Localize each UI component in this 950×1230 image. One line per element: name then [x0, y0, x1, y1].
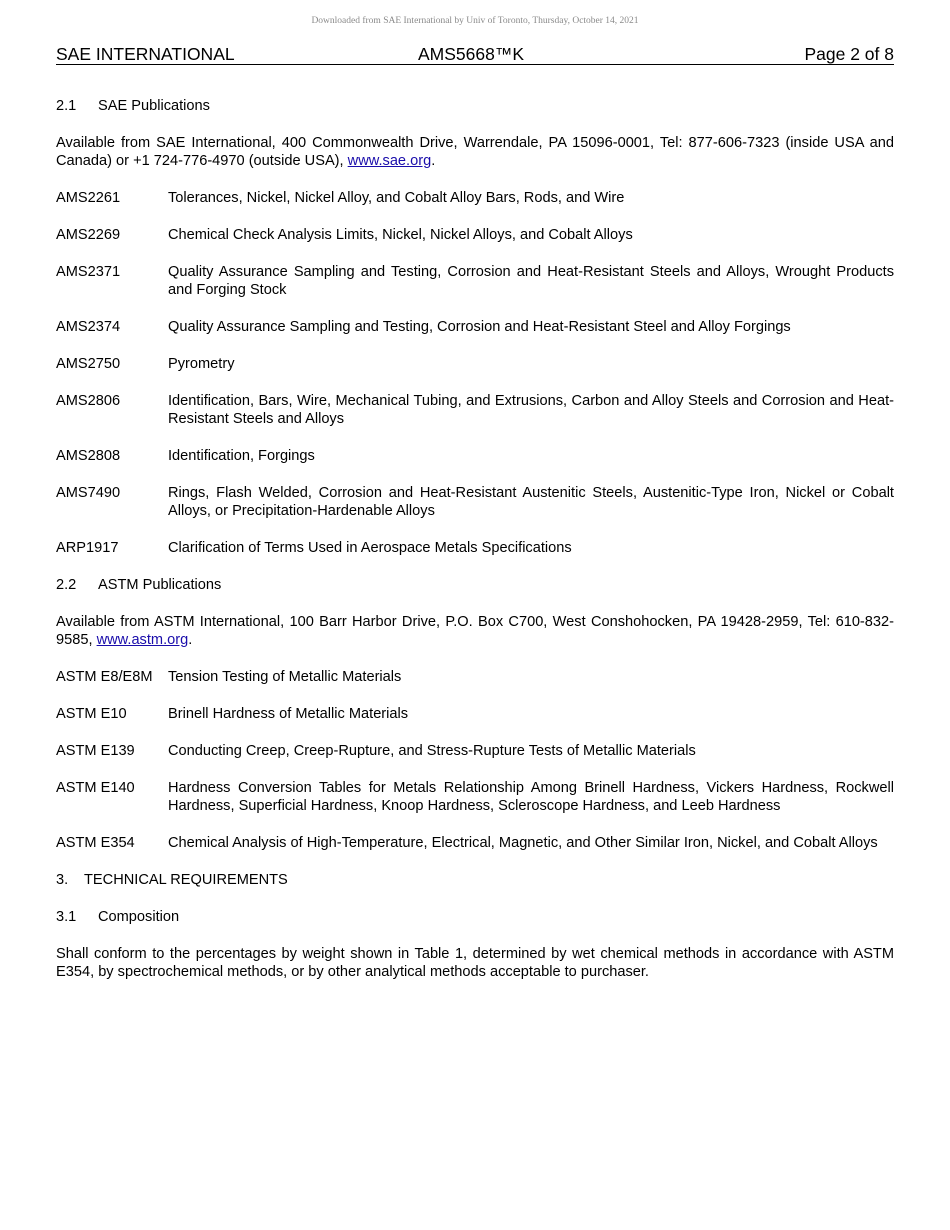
- astm-availability-paragraph: [56, 613, 894, 649]
- section-number: 2.1: [56, 98, 77, 114]
- section-title: SAE Publications: [98, 98, 210, 114]
- reference-item: [56, 742, 894, 760]
- download-note: Downloaded from SAE International by Univ of Toronto, Thursday, October 14, 2021: [311, 16, 639, 26]
- reference-title: Clarification of Terms Used in Aerospace Metals Specifications: [168, 540, 572, 556]
- header-org: SAE INTERNATIONAL: [56, 44, 235, 64]
- section-title: Composition: [98, 909, 180, 925]
- reference-title: Tolerances, Nickel, Nickel Alloy, and Cobalt Alloy Bars, Rods, and Wire: [168, 190, 625, 206]
- reference-item: [56, 779, 894, 815]
- reference-title: Chemical Analysis of High-Temperature, Electrical, Magnetic, and Other Similar Iron, Nickel, and Cobalt Alloys: [168, 835, 878, 851]
- reference-code: ASTM E354: [56, 835, 135, 851]
- sentence-end: .: [431, 153, 436, 169]
- reference-title: Identification, Forgings: [168, 448, 315, 464]
- reference-item: [56, 355, 894, 373]
- reference-code: AMS2261: [56, 190, 121, 206]
- page-header: [56, 44, 894, 65]
- header-doc-id: AMS5668™K: [418, 44, 525, 64]
- reference-title: Tension Testing of Metallic Materials: [168, 669, 402, 685]
- reference-title: Identification, Bars, Wire, Mechanical Tubing, and Extrusions, Carbon and Alloy Steels and Corrosion and Heat-Resistant Steels and Alloys: [168, 393, 894, 427]
- reference-item: [56, 834, 894, 852]
- reference-title: Conducting Creep, Creep-Rupture, and Stress-Rupture Tests of Metallic Materials: [168, 743, 696, 759]
- reference-item: [56, 226, 894, 244]
- document-body: [56, 97, 894, 1000]
- reference-title: Brinell Hardness of Metallic Materials: [168, 706, 409, 722]
- reference-code: ASTM E8/E8M: [56, 669, 153, 685]
- reference-code: ARP1917: [56, 540, 119, 556]
- sae-availability-paragraph: [56, 134, 894, 170]
- reference-title: Hardness Conversion Tables for Metals Relationship Among Brinell Hardness, Vickers Hardness, Rockwell Hardness, Superficial Hardness, Knoop Hardness, Scleroscope Hardness, and Leeb Hardness: [168, 780, 894, 814]
- reference-code: ASTM E139: [56, 743, 135, 759]
- sentence-end: .: [188, 632, 193, 648]
- reference-title: Quality Assurance Sampling and Testing, Corrosion and Heat-Resistant Steel and Alloy Forgings: [168, 319, 791, 335]
- reference-title: Chemical Check Analysis Limits, Nickel, Nickel Alloys, and Cobalt Alloys: [168, 227, 633, 243]
- composition-paragraph: Shall conform to the percentages by weight shown in Table 1, determined by wet chemical methods in accordance with ASTM E354, by spectrochemical methods, or by other analytical methods acceptable to purchaser.: [56, 946, 894, 980]
- reference-item: [56, 668, 894, 686]
- reference-code: AMS2269: [56, 227, 121, 243]
- section-2-2-heading: [56, 576, 894, 594]
- reference-code: AMS2808: [56, 448, 121, 464]
- reference-code: ASTM E140: [56, 780, 135, 796]
- reference-item: [56, 447, 894, 465]
- sae-link[interactable]: www.sae.org: [347, 153, 432, 169]
- reference-code: AMS2750: [56, 356, 121, 372]
- section-title: ASTM Publications: [98, 577, 222, 593]
- reference-code: AMS7490: [56, 485, 121, 501]
- reference-code: AMS2374: [56, 319, 121, 335]
- reference-code: ASTM E10: [56, 706, 127, 722]
- section-number: 2.2: [56, 577, 77, 593]
- section-number: 3.1: [56, 909, 77, 925]
- reference-item: [56, 484, 894, 520]
- reference-title: Pyrometry: [168, 356, 235, 372]
- reference-code: AMS2806: [56, 393, 121, 409]
- astm-link[interactable]: www.astm.org: [96, 632, 189, 648]
- reference-item: [56, 318, 894, 336]
- reference-item: [56, 392, 894, 428]
- reference-title: Quality Assurance Sampling and Testing, Corrosion and Heat-Resistant Steels and Alloys, Wrought Products and Forging Stock: [168, 264, 894, 298]
- availability-text: Available from ASTM International, 100 Barr Harbor Drive, P.O. Box C700, West Conshohocken, PA 19428-2959, Tel: 610-832-9585,: [56, 614, 894, 648]
- reference-title: Rings, Flash Welded, Corrosion and Heat-Resistant Austenitic Steels, Austenitic-Type Iron, Nickel or Cobalt Alloys, or Precipitation-Hardenable Alloys: [168, 485, 894, 519]
- section-number: 3.: [56, 872, 69, 888]
- reference-item: [56, 705, 894, 723]
- reference-code: AMS2371: [56, 264, 121, 280]
- section-title: TECHNICAL REQUIREMENTS: [84, 872, 288, 888]
- section-2-1-heading: [56, 97, 894, 115]
- header-page-number: Page 2 of 8: [804, 44, 894, 64]
- section-3-heading: [56, 871, 894, 889]
- reference-item: [56, 539, 894, 557]
- reference-item: [56, 189, 894, 207]
- reference-item: [56, 263, 894, 299]
- section-3-1-heading: [56, 908, 894, 926]
- availability-text: Available from SAE International, 400 Commonwealth Drive, Warrendale, PA 15096-0001, Tel: 877-606-7323 (inside USA and Canada) or +1 724-776-4970 (outside USA),: [56, 135, 894, 169]
